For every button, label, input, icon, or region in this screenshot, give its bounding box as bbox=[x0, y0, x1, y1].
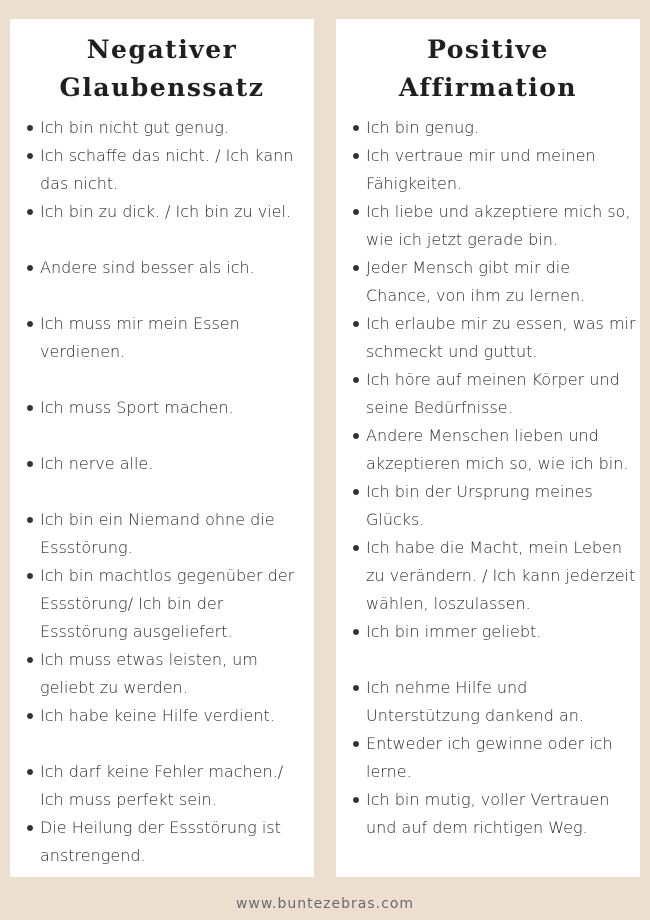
positive-affirmations-heading bbox=[336, 31, 640, 107]
list-item: Ich muss mir mein Essen verdienen. bbox=[10, 310, 314, 366]
heading-line: Negativer bbox=[86, 35, 238, 64]
positive-affirmations-list bbox=[336, 114, 640, 842]
negative-beliefs-heading bbox=[10, 31, 314, 107]
heading-line: Glaubenssatz bbox=[59, 73, 265, 102]
list-item: Ich schaffe das nicht. / Ich kann das nicht. bbox=[10, 142, 314, 198]
list-item: Jeder Mensch gibt mir die Chance, von ihm zu lernen. bbox=[336, 254, 640, 310]
list-item: Ich bin immer geliebt. bbox=[336, 618, 640, 646]
list-item: Andere sind besser als ich. bbox=[10, 254, 314, 282]
list-item: Ich liebe und akzeptiere mich so, wie ich jetzt gerade bin. bbox=[336, 198, 640, 254]
list-item: Ich bin zu dick. / Ich bin zu viel. bbox=[10, 198, 314, 226]
list-item: Ich nehme Hilfe und Unterstützung dankend an. bbox=[336, 674, 640, 730]
website-url: www.buntezebras.com bbox=[235, 896, 415, 912]
negative-beliefs-list bbox=[10, 114, 314, 870]
negative-beliefs-panel bbox=[10, 19, 314, 877]
list-item: Ich muss Sport machen. bbox=[10, 394, 314, 422]
list-item: Ich bin der Ursprung meines Glücks. bbox=[336, 478, 640, 534]
list-item: Ich bin ein Niemand ohne die Essstörung. bbox=[10, 506, 314, 562]
list-item: Ich höre auf meinen Körper und seine Bedürfnisse. bbox=[336, 366, 640, 422]
list-item: Ich bin genug. bbox=[336, 114, 640, 142]
list-item: Die Heilung der Essstörung ist anstrengend. bbox=[10, 814, 314, 870]
list-item: Ich bin nicht gut genug. bbox=[10, 114, 314, 142]
heading-line: Affirmation bbox=[398, 73, 578, 102]
heading-line: Positive bbox=[427, 35, 549, 64]
list-item: Entweder ich gewinne oder ich lerne. bbox=[336, 730, 640, 786]
list-item: Andere Menschen lieben und akzeptieren mich so, wie ich bin. bbox=[336, 422, 640, 478]
list-item: Ich habe keine Hilfe verdient. bbox=[10, 702, 314, 730]
list-item: Ich erlaube mir zu essen, was mir schmeckt und guttut. bbox=[336, 310, 640, 366]
list-item: Ich muss etwas leisten, um geliebt zu werden. bbox=[10, 646, 314, 702]
list-item: Ich vertraue mir und meinen Fähigkeiten. bbox=[336, 142, 640, 198]
list-item: Ich bin machtlos gegenüber der Essstörung/ Ich bin der Essstörung ausgeliefert. bbox=[10, 562, 314, 646]
list-item: Ich darf keine Fehler machen./ Ich muss perfekt sein. bbox=[10, 758, 314, 814]
list-item: Ich nerve alle. bbox=[10, 450, 314, 478]
list-item: Ich habe die Macht, mein Leben zu verändern. / Ich kann jederzeit wählen, loszulassen. bbox=[336, 534, 640, 618]
list-item: Ich bin mutig, voller Vertrauen und auf dem richtigen Weg. bbox=[336, 786, 640, 842]
positive-affirmations-panel bbox=[336, 19, 640, 877]
